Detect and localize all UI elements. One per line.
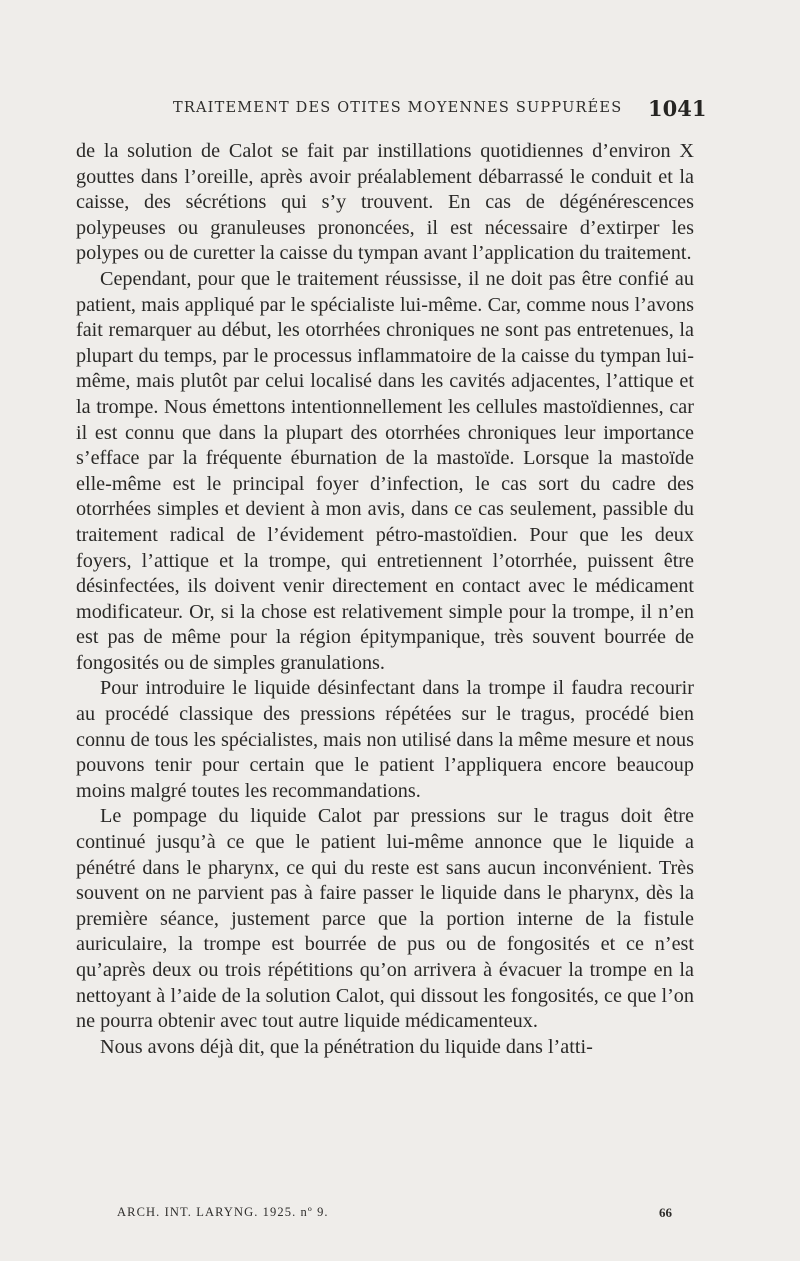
journal-citation: ARCH. INT. LARYNG. 1925. nº 9.	[117, 1205, 329, 1219]
paragraph: Pour introduire le liquide désinfectant dans la trompe il faudra recourir au procédé classique des pressions répétées sur le tragus, procédé bien connu de tous les spécialistes, mais non utilisé dans la même mesure et nous pouvons tenir pour certain que le patient l’appliquera encore beaucoup moins malgré toutes les recommandations.	[76, 677, 694, 802]
body-text	[76, 139, 694, 1060]
page-number: 1041	[648, 96, 707, 121]
page-footer	[0, 1205, 800, 1227]
paragraph: Nous avons déjà dit, que la pénétration du liquide dans l’atti-	[100, 1035, 593, 1058]
signature-mark: 66	[659, 1205, 672, 1220]
running-header	[0, 96, 800, 120]
paragraph: Cependant, pour que le traitement réussisse, il ne doit pas être confié au patient, mais appliqué par le spécialiste lui-même. Car, comme nous l’avons fait remarquer au début, les otorrhées chroniques ne sont pas entretenues, la plupart du temps, par le processus inflammatoire de la caisse du tympan lui-même, mais plutôt par celui localisé dans les cavités adjacentes, l’attique et la trompe. Nous émettons intentionnellement les cellules mastoïdiennes, car il est connu que dans la plupart des otorrhées chroniques leur importance s’efface par la fréquente éburnation de la mastoïde. Lorsque la mastoïde elle-même est le principal foyer d’infection, le cas sort du cadre des otorrhées simples et devient à mon avis, dans ce cas seulement, passible du traitement radical de l’évidement pétro-mastoïdien. Pour que les deux foyers, l’attique et la trompe, qui entretiennent l’otorrhée, puissent être désinfectées, ils doivent venir directement en contact avec le médicament modificateur. Or, si la chose est relativement simple pour la trompe, il n’en est pas de même pour la région épitympanique, très souvent bourrée de fongosités ou de simples granulations.	[76, 267, 694, 674]
paragraph: de la solution de Calot se fait par instillations quotidiennes d’environ X gouttes dans l’oreille, après avoir préalablement débarrassé le conduit et la caisse, des sécrétions qui s’y trouvent. En cas de dégénérescences polypeuses ou granuleuses prononcées, il est nécessaire d’extirper les polypes ou de curetter la caisse du tympan avant l’application du traitement.	[76, 140, 694, 265]
running-title: TRAITEMENT DES OTITES MOYENNES SUPPURÉES	[173, 100, 623, 116]
paragraph: Le pompage du liquide Calot par pressions sur le tragus doit être continué jusqu’à ce que le patient lui-même annonce que le liquide a pénétré dans le pharynx, ce qui du reste est sans aucun inconvénient. Très souvent on ne parvient pas à faire passer le liquide dans le pharynx, dès la première séance, justement parce que la portion interne de la fistule auriculaire, la trompe est bourrée de pus ou de fongosités et ce n’est qu’après deux ou trois répétitions qu’on arrivera à évacuer la trompe en la nettoyant à l’aide de la solution Calot, qui dissout les fongosités, ce que l’on ne pourra obtenir avec tout autre liquide médicamenteux.	[76, 805, 694, 1033]
